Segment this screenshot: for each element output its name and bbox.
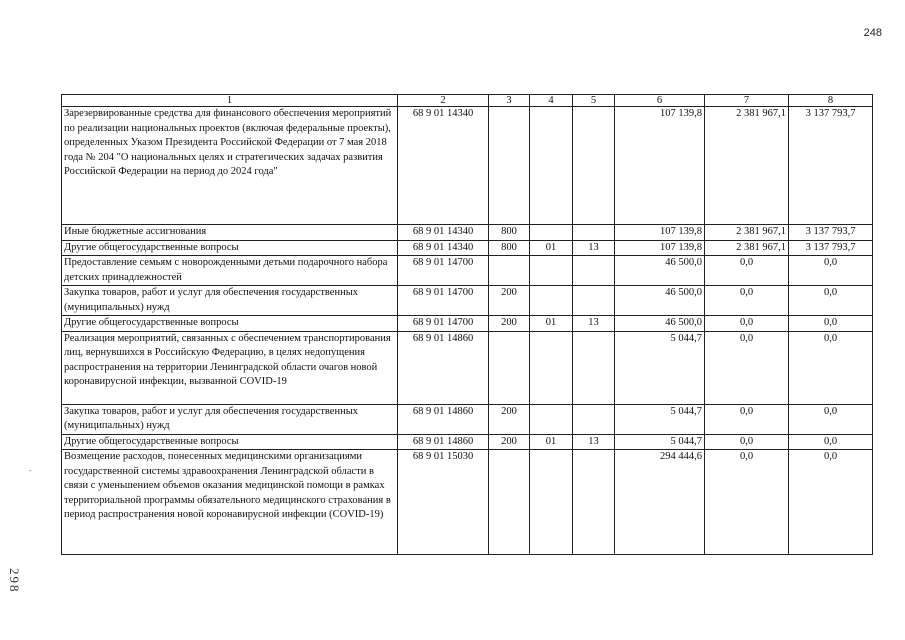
column-header: 3 <box>489 95 530 107</box>
table-row <box>62 225 873 241</box>
row-value-6: 5 044,7 <box>615 331 705 404</box>
row-col5: 13 <box>573 316 615 332</box>
row-code: 68 9 01 14700 <box>398 286 489 316</box>
row-col3 <box>489 450 530 555</box>
row-col3: 200 <box>489 286 530 316</box>
table-row <box>62 256 873 286</box>
row-value-7: 0,0 <box>705 434 789 450</box>
row-col4: 01 <box>530 316 573 332</box>
row-name: Возмещение расходов, понесенных медицинскими организациями государственной системы здравоохранения Ленинградской области в связи с уменьшением объемов оказания медицинской помощи в рамках территориальной программы обязательного медицинского страхования в период распространения новой коронавирусной инфекции (COVID-19) <box>62 450 398 555</box>
row-col4 <box>530 404 573 434</box>
column-header: 5 <box>573 95 615 107</box>
row-value-6: 107 139,8 <box>615 240 705 256</box>
table-row <box>62 316 873 332</box>
column-header: 8 <box>789 95 873 107</box>
row-code: 68 9 01 15030 <box>398 450 489 555</box>
row-col4 <box>530 450 573 555</box>
row-col5 <box>573 450 615 555</box>
row-name: Закупка товаров, работ и услуг для обеспечения государственных (муниципальных) нужд <box>62 286 398 316</box>
row-col5 <box>573 256 615 286</box>
table-row <box>62 434 873 450</box>
table-row <box>62 286 873 316</box>
table-row <box>62 240 873 256</box>
row-col3 <box>489 256 530 286</box>
row-value-6: 294 444,6 <box>615 450 705 555</box>
row-col5: 13 <box>573 240 615 256</box>
table-row <box>62 404 873 434</box>
side-stamp: 298 <box>7 568 22 594</box>
row-value-6: 5 044,7 <box>615 434 705 450</box>
row-value-6: 46 500,0 <box>615 286 705 316</box>
row-col4 <box>530 225 573 241</box>
row-value-8: 0,0 <box>789 404 873 434</box>
row-col4 <box>530 107 573 225</box>
row-code: 68 9 01 14700 <box>398 256 489 286</box>
row-col5 <box>573 225 615 241</box>
row-name: Реализация мероприятий, связанных с обеспечением транспортирования лиц, вернувшихся в Российскую Федерацию, в целях недопущения распространения на территории Ленинградской области очагов новой коронавирусной инфекции, вызванной COVID-19 <box>62 331 398 404</box>
row-col3: 200 <box>489 434 530 450</box>
row-name: Другие общегосударственные вопросы <box>62 434 398 450</box>
row-col3: 200 <box>489 316 530 332</box>
row-value-8: 0,0 <box>789 286 873 316</box>
row-value-8: 0,0 <box>789 331 873 404</box>
row-value-7: 0,0 <box>705 404 789 434</box>
budget-table <box>61 94 873 555</box>
row-col4 <box>530 256 573 286</box>
column-header: 6 <box>615 95 705 107</box>
row-col5 <box>573 331 615 404</box>
row-value-7: 0,0 <box>705 331 789 404</box>
row-value-6: 107 139,8 <box>615 225 705 241</box>
row-col5 <box>573 404 615 434</box>
row-value-8: 0,0 <box>789 256 873 286</box>
page-number: 248 <box>863 27 882 39</box>
row-col4: 01 <box>530 434 573 450</box>
row-code: 68 9 01 14860 <box>398 331 489 404</box>
row-code: 68 9 01 14340 <box>398 225 489 241</box>
row-value-7: 0,0 <box>705 256 789 286</box>
row-col5: 13 <box>573 434 615 450</box>
column-header: 1 <box>62 95 398 107</box>
table-row <box>62 331 873 404</box>
column-header: 4 <box>530 95 573 107</box>
header-row <box>62 95 873 107</box>
row-name: Предоставление семьям с новорожденными детьми подарочного набора детских принадлежностей <box>62 256 398 286</box>
row-value-7: 0,0 <box>705 450 789 555</box>
table-row <box>62 107 873 225</box>
row-name: Другие общегосударственные вопросы <box>62 316 398 332</box>
row-value-8: 3 137 793,7 <box>789 225 873 241</box>
row-code: 68 9 01 14340 <box>398 240 489 256</box>
row-code: 68 9 01 14860 <box>398 434 489 450</box>
row-value-7: 2 381 967,1 <box>705 225 789 241</box>
column-header: 7 <box>705 95 789 107</box>
row-name: Другие общегосударственные вопросы <box>62 240 398 256</box>
row-name: Иные бюджетные ассигнования <box>62 225 398 241</box>
row-name: Зарезервированные средства для финансового обеспечения мероприятий по реализации национальных проектов (включая федеральные проекты), определенных Указом Президента Российской Федерации от 7 мая 2018 года № 204 "О национальных целях и стратегических задачах развития Российской Федерации на период до 2024 года" <box>62 107 398 225</box>
row-value-8: 0,0 <box>789 434 873 450</box>
row-value-6: 46 500,0 <box>615 316 705 332</box>
row-value-8: 0,0 <box>789 450 873 555</box>
row-value-8: 3 137 793,7 <box>789 107 873 225</box>
row-col4 <box>530 286 573 316</box>
row-code: 68 9 01 14340 <box>398 107 489 225</box>
row-value-8: 3 137 793,7 <box>789 240 873 256</box>
margin-tick: - <box>29 466 32 475</box>
row-value-7: 2 381 967,1 <box>705 107 789 225</box>
row-name: Закупка товаров, работ и услуг для обеспечения государственных (муниципальных) нужд <box>62 404 398 434</box>
row-value-8: 0,0 <box>789 316 873 332</box>
row-col4: 01 <box>530 240 573 256</box>
row-value-7: 2 381 967,1 <box>705 240 789 256</box>
row-value-6: 46 500,0 <box>615 256 705 286</box>
row-value-6: 107 139,8 <box>615 107 705 225</box>
row-col3 <box>489 107 530 225</box>
row-value-7: 0,0 <box>705 286 789 316</box>
row-value-6: 5 044,7 <box>615 404 705 434</box>
row-col5 <box>573 107 615 225</box>
column-header: 2 <box>398 95 489 107</box>
row-code: 68 9 01 14860 <box>398 404 489 434</box>
row-code: 68 9 01 14700 <box>398 316 489 332</box>
table-row <box>62 450 873 555</box>
row-col5 <box>573 286 615 316</box>
row-col3: 200 <box>489 404 530 434</box>
row-col3: 800 <box>489 225 530 241</box>
row-value-7: 0,0 <box>705 316 789 332</box>
row-col3: 800 <box>489 240 530 256</box>
row-col3 <box>489 331 530 404</box>
row-col4 <box>530 331 573 404</box>
